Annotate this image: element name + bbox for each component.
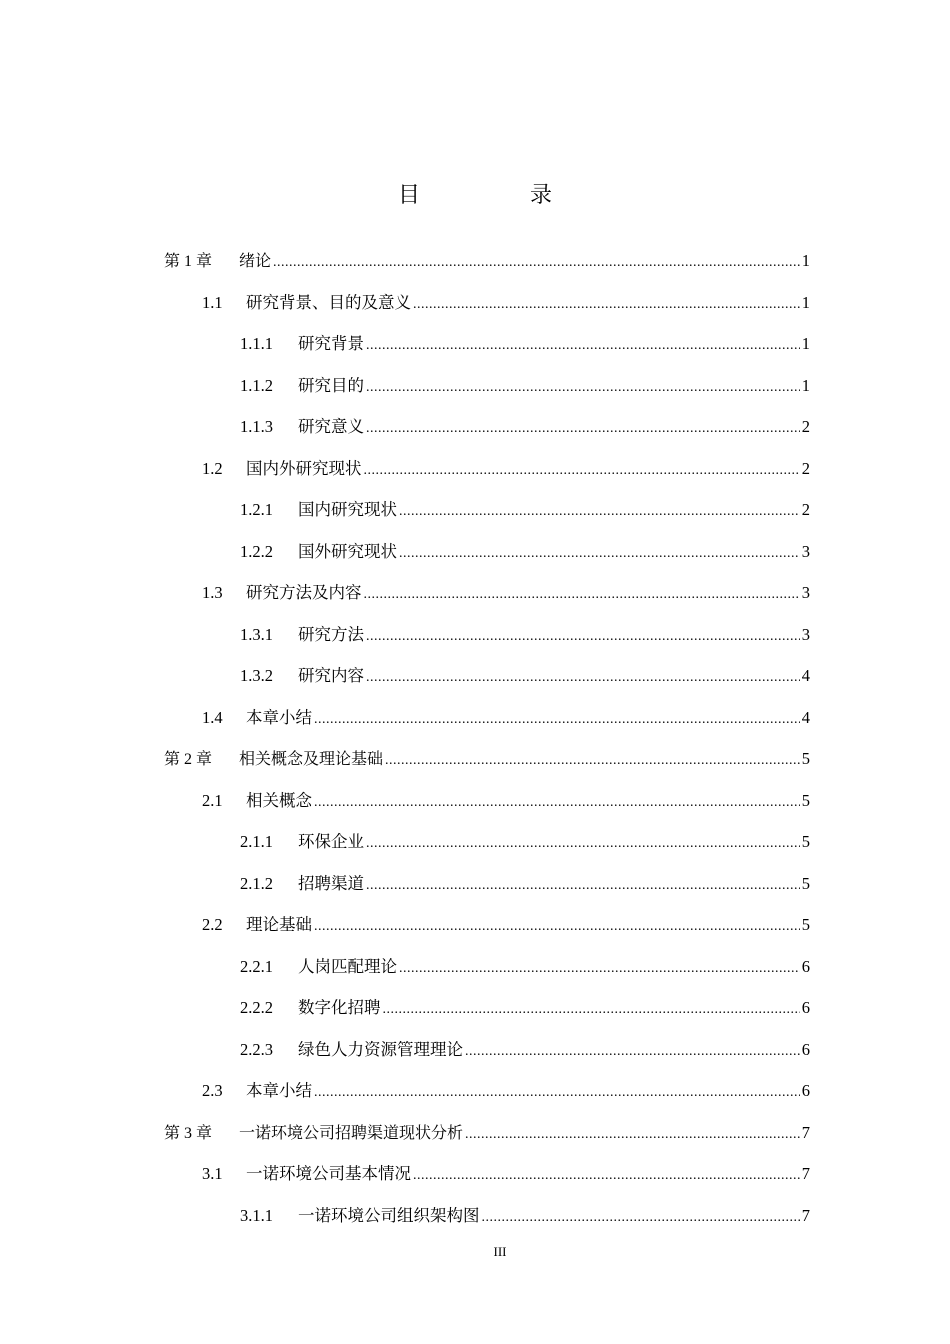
toc-entry-number: 2.1 — [202, 790, 223, 810]
page-number: III — [493, 1244, 507, 1259]
toc-entry-page: 1 — [801, 375, 810, 395]
toc-entry[interactable] — [164, 1112, 810, 1154]
toc-entry-label: 研究目的 — [298, 375, 364, 395]
toc-entry-number: 1.2 — [202, 458, 223, 478]
toc-entry-number: 2.2.1 — [240, 956, 273, 976]
toc-entry[interactable] — [164, 448, 810, 490]
toc-leader-dots — [465, 1031, 800, 1073]
toc-entry-page: 4 — [801, 666, 810, 685]
toc-entry-page: 4 — [801, 707, 810, 727]
toc-entry-label: 理论基础 — [246, 915, 312, 934]
toc-entry[interactable] — [164, 738, 810, 780]
toc-entry-page: 2 — [801, 458, 810, 478]
toc-leader-dots — [364, 450, 800, 492]
toc-leader-dots — [413, 1155, 800, 1197]
toc-entry-number: 1.2.2 — [240, 541, 273, 561]
toc-entry-label: 人岗匹配理论 — [298, 956, 397, 976]
toc-entry-label: 研究背景 — [298, 334, 364, 353]
toc-entry-label: 研究背景、目的及意义 — [246, 292, 411, 312]
toc-leader-dots — [366, 865, 800, 907]
toc-leader-dots — [399, 948, 800, 990]
toc-entry-page: 1 — [801, 251, 810, 270]
toc-leader-dots — [314, 782, 800, 824]
toc-entry-page: 5 — [801, 832, 810, 851]
toc-entry-label: 本章小结 — [246, 707, 312, 727]
toc-entry-page: 6 — [801, 998, 810, 1017]
toc-entry-number: 2.1.2 — [240, 873, 273, 893]
toc-entry-page: 7 — [801, 1205, 810, 1225]
toc-entry-label: 绪论 — [239, 251, 272, 270]
toc-entry[interactable] — [164, 655, 810, 697]
toc-entry[interactable] — [164, 946, 810, 988]
toc-entry[interactable] — [164, 780, 810, 822]
toc-entry-number: 第 2 章 — [164, 751, 213, 768]
toc-leader-dots — [366, 408, 800, 450]
toc-entry-label: 招聘渠道 — [298, 873, 364, 893]
toc-entry-page: 1 — [801, 334, 810, 353]
toc-entry[interactable] — [164, 240, 810, 282]
toc-entry-label: 数字化招聘 — [298, 998, 381, 1017]
toc-entry-number: 1.2.1 — [240, 500, 273, 519]
toc-leader-dots — [366, 616, 800, 658]
toc-leader-dots — [399, 533, 800, 575]
toc-entry-label: 研究方法 — [298, 624, 364, 644]
toc-leader-dots — [366, 657, 800, 699]
toc-entry-label: 研究内容 — [298, 666, 364, 685]
toc-entry-number: 2.2.2 — [240, 998, 273, 1017]
table-of-contents — [164, 240, 810, 1236]
toc-leader-dots — [273, 242, 800, 284]
toc-leader-dots — [314, 906, 800, 948]
toc-entry-label: 研究意义 — [298, 417, 364, 436]
toc-entry-page: 6 — [801, 956, 810, 976]
toc-entry-page: 3 — [801, 624, 810, 644]
toc-entry[interactable] — [164, 572, 810, 614]
toc-entry-page: 7 — [801, 1164, 810, 1183]
toc-entry[interactable] — [164, 323, 810, 365]
toc-entry-label: 本章小结 — [246, 1081, 312, 1100]
toc-entry-number: 第 1 章 — [164, 253, 213, 270]
toc-entry-page: 3 — [801, 583, 810, 602]
toc-entry-page: 2 — [801, 417, 810, 436]
toc-entry-number: 1.3.1 — [240, 624, 273, 644]
toc-entry-page: 6 — [801, 1081, 810, 1100]
toc-entry-number: 第 3 章 — [164, 1124, 213, 1142]
toc-entry-label: 一诺环境公司招聘渠道现状分析 — [239, 1122, 464, 1142]
toc-leader-dots — [314, 699, 800, 741]
toc-entry-number: 1.1.3 — [240, 417, 273, 436]
toc-entry-label: 国内外研究现状 — [246, 458, 362, 478]
toc-entry-label: 国内研究现状 — [298, 500, 397, 519]
toc-leader-dots — [465, 1114, 800, 1156]
toc-entry-page: 5 — [801, 915, 810, 934]
toc-entry-number: 3.1 — [202, 1164, 223, 1183]
toc-entry-label: 环保企业 — [298, 832, 364, 851]
toc-entry-page: 3 — [801, 541, 810, 561]
toc-entry-page: 5 — [801, 790, 810, 810]
toc-entry[interactable] — [164, 821, 810, 863]
toc-entry-page: 7 — [801, 1122, 810, 1142]
toc-leader-dots — [383, 989, 800, 1031]
toc-leader-dots — [482, 1197, 800, 1239]
toc-entry-label: 国外研究现状 — [298, 541, 397, 561]
toc-entry[interactable] — [164, 863, 810, 905]
toc-entry-number: 2.1.1 — [240, 832, 273, 851]
toc-entry-label: 相关概念及理论基础 — [239, 749, 384, 768]
toc-entry-label: 一诺环境公司组织架构图 — [298, 1205, 480, 1225]
toc-entry-page: 6 — [801, 1039, 810, 1059]
toc-leader-dots — [364, 574, 800, 616]
toc-leader-dots — [413, 284, 800, 326]
toc-leader-dots — [385, 740, 800, 782]
toc-entry[interactable] — [164, 282, 810, 324]
toc-entry-number: 1.3.2 — [240, 666, 273, 685]
toc-entry-number: 1.1.1 — [240, 334, 273, 353]
toc-entry-label: 研究方法及内容 — [246, 583, 362, 602]
toc-entry[interactable] — [164, 365, 810, 407]
toc-entry-page: 2 — [801, 500, 810, 519]
toc-entry-page: 5 — [801, 749, 810, 768]
toc-entry-number: 1.1 — [202, 292, 223, 312]
toc-entry-label: 相关概念 — [246, 790, 312, 810]
toc-entry-label: 绿色人力资源管理理论 — [298, 1039, 463, 1059]
toc-leader-dots — [399, 491, 800, 533]
toc-entry-number: 1.4 — [202, 707, 223, 727]
toc-entry-label: 一诺环境公司基本情况 — [246, 1164, 411, 1183]
toc-entry[interactable] — [164, 489, 810, 531]
toc-leader-dots — [366, 367, 800, 409]
toc-entry-page: 1 — [801, 292, 810, 312]
toc-entry-page: 5 — [801, 873, 810, 893]
toc-entry-number: 2.3 — [202, 1081, 223, 1100]
toc-entry[interactable] — [164, 1195, 810, 1237]
toc-entry-number: 1.3 — [202, 583, 223, 602]
toc-title: 目 录 — [397, 183, 596, 208]
toc-entry[interactable] — [164, 531, 810, 573]
toc-entry[interactable] — [164, 1070, 810, 1112]
toc-entry[interactable] — [164, 1029, 810, 1071]
toc-entry[interactable] — [164, 987, 810, 1029]
toc-entry-number: 2.2 — [202, 915, 223, 934]
toc-leader-dots — [366, 823, 800, 865]
toc-leader-dots — [314, 1072, 800, 1114]
toc-entry-number: 3.1.1 — [240, 1205, 273, 1225]
toc-entry[interactable] — [164, 614, 810, 656]
toc-entry[interactable] — [164, 904, 810, 946]
toc-entry-number: 2.2.3 — [240, 1039, 273, 1059]
toc-entry[interactable] — [164, 697, 810, 739]
toc-entry[interactable] — [164, 1153, 810, 1195]
toc-entry-number: 1.1.2 — [240, 375, 273, 395]
toc-leader-dots — [366, 325, 800, 367]
toc-entry[interactable] — [164, 406, 810, 448]
